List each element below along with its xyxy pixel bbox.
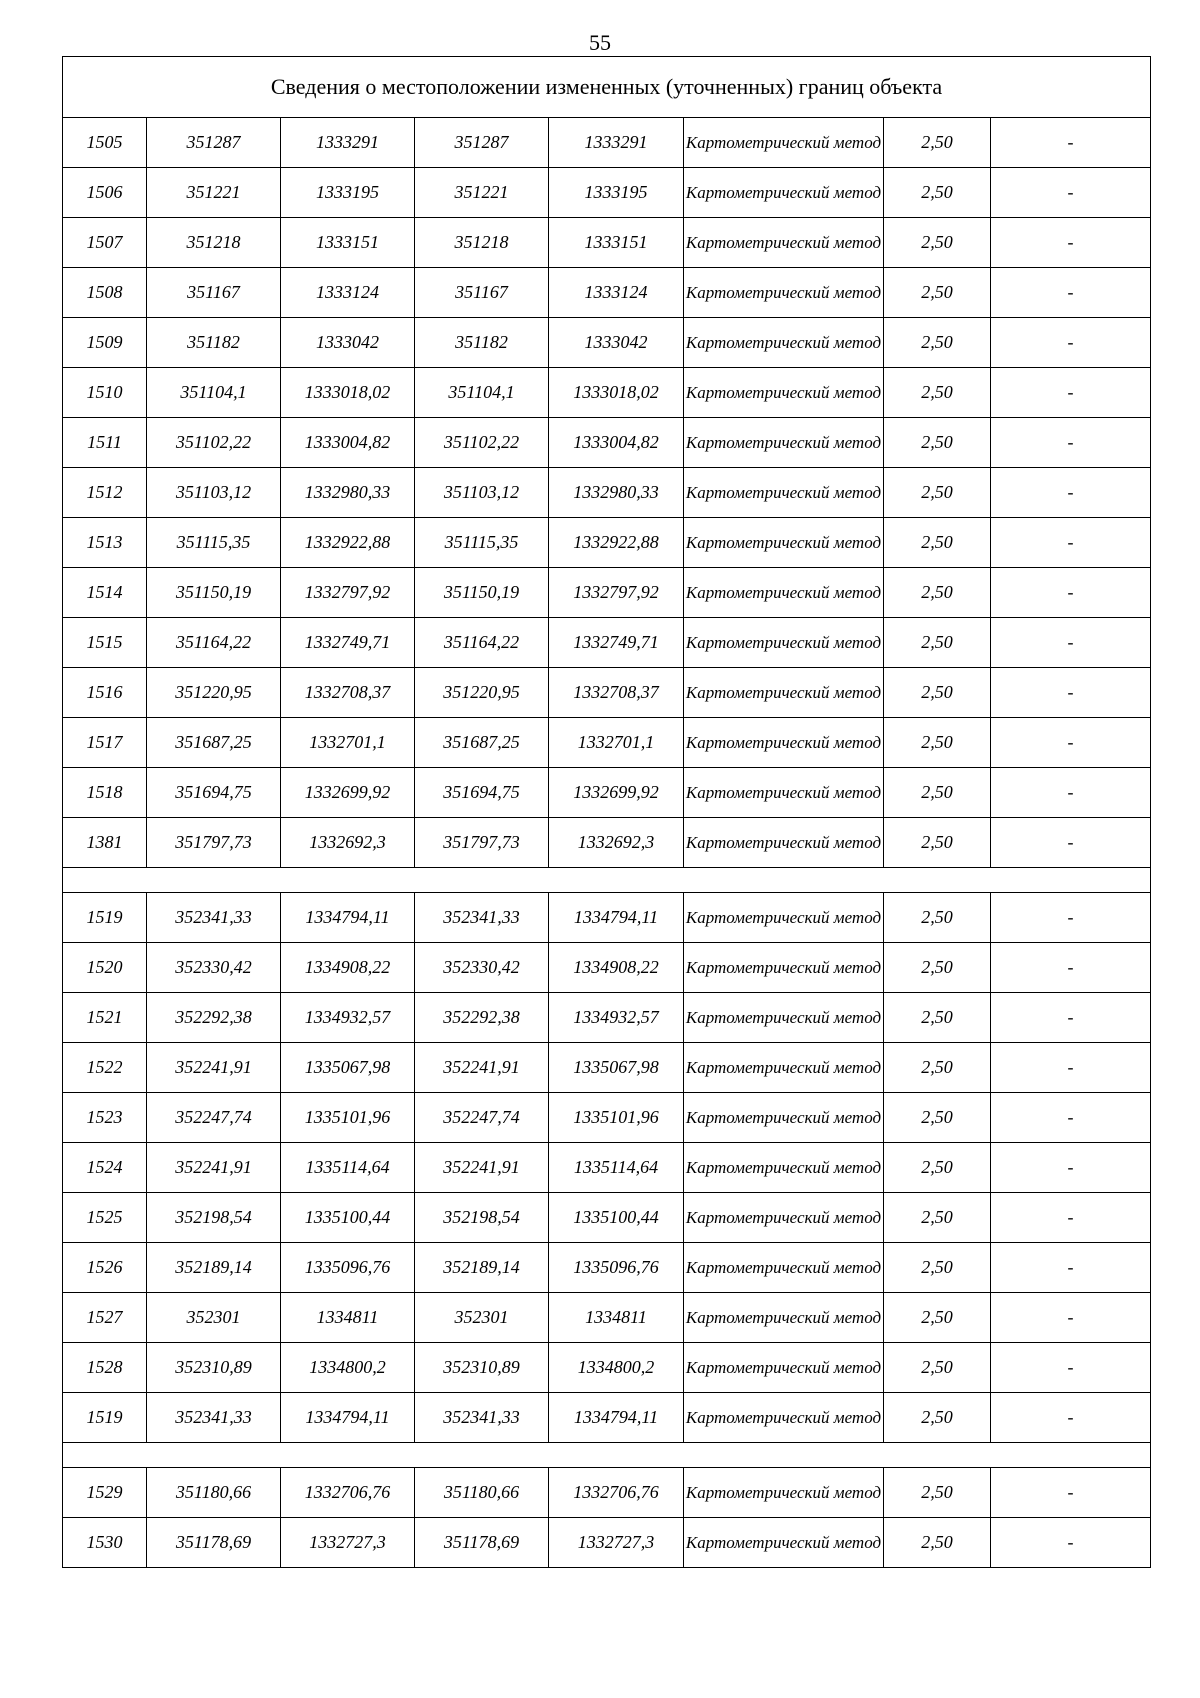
point-number-cell: 1521 bbox=[63, 993, 147, 1043]
table-row bbox=[63, 568, 1151, 618]
accuracy-cell: 2,50 bbox=[884, 268, 991, 318]
accuracy-cell: 2,50 bbox=[884, 893, 991, 943]
x-old-cell: 351150,19 bbox=[147, 568, 281, 618]
y-old-cell: 1334932,57 bbox=[281, 993, 415, 1043]
table-row bbox=[63, 893, 1151, 943]
y-old-cell: 1335101,96 bbox=[281, 1093, 415, 1143]
point-number-cell: 1381 bbox=[63, 818, 147, 868]
y-old-cell: 1335096,76 bbox=[281, 1243, 415, 1293]
note-cell: - bbox=[991, 1193, 1151, 1243]
table-row bbox=[63, 1243, 1151, 1293]
y-old-cell: 1334908,22 bbox=[281, 943, 415, 993]
y-old-cell: 1335114,64 bbox=[281, 1143, 415, 1193]
table-row bbox=[63, 168, 1151, 218]
note-cell: - bbox=[991, 1143, 1151, 1193]
accuracy-cell: 2,50 bbox=[884, 993, 991, 1043]
x-new-cell: 351104,1 bbox=[415, 368, 549, 418]
note-cell: - bbox=[991, 768, 1151, 818]
note-cell: - bbox=[991, 418, 1151, 468]
method-cell: Картометрический метод bbox=[684, 993, 884, 1043]
x-new-cell: 352341,33 bbox=[415, 893, 549, 943]
x-new-cell: 351182 bbox=[415, 318, 549, 368]
table-row bbox=[63, 1343, 1151, 1393]
y-new-cell: 1332749,71 bbox=[549, 618, 684, 668]
point-number-cell: 1524 bbox=[63, 1143, 147, 1193]
y-new-cell: 1333124 bbox=[549, 268, 684, 318]
separator-cell bbox=[63, 868, 1151, 893]
x-old-cell: 352247,74 bbox=[147, 1093, 281, 1143]
x-old-cell: 352241,91 bbox=[147, 1143, 281, 1193]
point-number-cell: 1510 bbox=[63, 368, 147, 418]
method-cell: Картометрический метод bbox=[684, 418, 884, 468]
x-old-cell: 351104,1 bbox=[147, 368, 281, 418]
y-old-cell: 1333004,82 bbox=[281, 418, 415, 468]
y-old-cell: 1332692,3 bbox=[281, 818, 415, 868]
x-new-cell: 351178,69 bbox=[415, 1518, 549, 1568]
y-old-cell: 1335067,98 bbox=[281, 1043, 415, 1093]
point-number-cell: 1519 bbox=[63, 1393, 147, 1443]
accuracy-cell: 2,50 bbox=[884, 1293, 991, 1343]
y-old-cell: 1334794,11 bbox=[281, 893, 415, 943]
y-new-cell: 1335096,76 bbox=[549, 1243, 684, 1293]
point-number-cell: 1519 bbox=[63, 893, 147, 943]
y-new-cell: 1334794,11 bbox=[549, 893, 684, 943]
x-new-cell: 352310,89 bbox=[415, 1343, 549, 1393]
note-cell: - bbox=[991, 1043, 1151, 1093]
accuracy-cell: 2,50 bbox=[884, 1468, 991, 1518]
method-cell: Картометрический метод bbox=[684, 1193, 884, 1243]
y-new-cell: 1332922,88 bbox=[549, 518, 684, 568]
y-new-cell: 1335100,44 bbox=[549, 1193, 684, 1243]
method-cell: Картометрический метод bbox=[684, 518, 884, 568]
point-number-cell: 1527 bbox=[63, 1293, 147, 1343]
y-new-cell: 1332708,37 bbox=[549, 668, 684, 718]
x-old-cell: 352301 bbox=[147, 1293, 281, 1343]
y-new-cell: 1335101,96 bbox=[549, 1093, 684, 1143]
accuracy-cell: 2,50 bbox=[884, 1343, 991, 1393]
y-old-cell: 1333291 bbox=[281, 118, 415, 168]
x-new-cell: 351102,22 bbox=[415, 418, 549, 468]
method-cell: Картометрический метод bbox=[684, 1518, 884, 1568]
y-old-cell: 1332699,92 bbox=[281, 768, 415, 818]
method-cell: Картометрический метод bbox=[684, 318, 884, 368]
table-title: Сведения о местоположении измененных (уточненных) границ объекта bbox=[63, 57, 1151, 118]
x-new-cell: 352292,38 bbox=[415, 993, 549, 1043]
method-cell: Картометрический метод bbox=[684, 118, 884, 168]
x-new-cell: 351164,22 bbox=[415, 618, 549, 668]
accuracy-cell: 2,50 bbox=[884, 1143, 991, 1193]
point-number-cell: 1511 bbox=[63, 418, 147, 468]
y-new-cell: 1334811 bbox=[549, 1293, 684, 1343]
y-new-cell: 1335067,98 bbox=[549, 1043, 684, 1093]
method-cell: Картометрический метод bbox=[684, 1393, 884, 1443]
x-old-cell: 352310,89 bbox=[147, 1343, 281, 1393]
point-number-cell: 1517 bbox=[63, 718, 147, 768]
note-cell: - bbox=[991, 468, 1151, 518]
y-old-cell: 1332701,1 bbox=[281, 718, 415, 768]
accuracy-cell: 2,50 bbox=[884, 668, 991, 718]
table-row bbox=[63, 318, 1151, 368]
note-cell: - bbox=[991, 818, 1151, 868]
x-old-cell: 351287 bbox=[147, 118, 281, 168]
y-new-cell: 1335114,64 bbox=[549, 1143, 684, 1193]
accuracy-cell: 2,50 bbox=[884, 1518, 991, 1568]
note-cell: - bbox=[991, 218, 1151, 268]
x-old-cell: 351797,73 bbox=[147, 818, 281, 868]
note-cell: - bbox=[991, 993, 1151, 1043]
accuracy-cell: 2,50 bbox=[884, 1243, 991, 1293]
table-row bbox=[63, 668, 1151, 718]
point-number-cell: 1512 bbox=[63, 468, 147, 518]
y-new-cell: 1332797,92 bbox=[549, 568, 684, 618]
method-cell: Картометрический метод bbox=[684, 768, 884, 818]
method-cell: Картометрический метод bbox=[684, 893, 884, 943]
x-old-cell: 351694,75 bbox=[147, 768, 281, 818]
y-old-cell: 1332706,76 bbox=[281, 1468, 415, 1518]
table-row bbox=[63, 1293, 1151, 1343]
y-old-cell: 1332922,88 bbox=[281, 518, 415, 568]
table-row bbox=[63, 1043, 1151, 1093]
y-old-cell: 1332980,33 bbox=[281, 468, 415, 518]
x-new-cell: 351687,25 bbox=[415, 718, 549, 768]
x-new-cell: 351797,73 bbox=[415, 818, 549, 868]
method-cell: Картометрический метод bbox=[684, 1243, 884, 1293]
method-cell: Картометрический метод bbox=[684, 818, 884, 868]
x-new-cell: 351115,35 bbox=[415, 518, 549, 568]
table-row bbox=[63, 268, 1151, 318]
method-cell: Картометрический метод bbox=[684, 168, 884, 218]
point-number-cell: 1518 bbox=[63, 768, 147, 818]
table-row bbox=[63, 1093, 1151, 1143]
contour-separator-row bbox=[63, 868, 1151, 893]
accuracy-cell: 2,50 bbox=[884, 818, 991, 868]
method-cell: Картометрический метод bbox=[684, 218, 884, 268]
accuracy-cell: 2,50 bbox=[884, 168, 991, 218]
method-cell: Картометрический метод bbox=[684, 1143, 884, 1193]
note-cell: - bbox=[991, 118, 1151, 168]
table-row bbox=[63, 1393, 1151, 1443]
table-row bbox=[63, 518, 1151, 568]
method-cell: Картометрический метод bbox=[684, 1093, 884, 1143]
x-old-cell: 351182 bbox=[147, 318, 281, 368]
point-number-cell: 1509 bbox=[63, 318, 147, 368]
table-row bbox=[63, 943, 1151, 993]
x-old-cell: 351220,95 bbox=[147, 668, 281, 718]
accuracy-cell: 2,50 bbox=[884, 368, 991, 418]
note-cell: - bbox=[991, 1243, 1151, 1293]
y-new-cell: 1333195 bbox=[549, 168, 684, 218]
x-new-cell: 352189,14 bbox=[415, 1243, 549, 1293]
y-new-cell: 1332699,92 bbox=[549, 768, 684, 818]
x-old-cell: 351687,25 bbox=[147, 718, 281, 768]
point-number-cell: 1520 bbox=[63, 943, 147, 993]
method-cell: Картометрический метод bbox=[684, 1043, 884, 1093]
x-new-cell: 351220,95 bbox=[415, 668, 549, 718]
x-old-cell: 351103,12 bbox=[147, 468, 281, 518]
note-cell: - bbox=[991, 568, 1151, 618]
y-old-cell: 1334794,11 bbox=[281, 1393, 415, 1443]
note-cell: - bbox=[991, 718, 1151, 768]
y-new-cell: 1333042 bbox=[549, 318, 684, 368]
table-row bbox=[63, 618, 1151, 668]
point-number-cell: 1508 bbox=[63, 268, 147, 318]
y-new-cell: 1334794,11 bbox=[549, 1393, 684, 1443]
x-new-cell: 351103,12 bbox=[415, 468, 549, 518]
note-cell: - bbox=[991, 1468, 1151, 1518]
accuracy-cell: 2,50 bbox=[884, 568, 991, 618]
x-new-cell: 351694,75 bbox=[415, 768, 549, 818]
y-old-cell: 1333151 bbox=[281, 218, 415, 268]
table-row bbox=[63, 118, 1151, 168]
table-row bbox=[63, 368, 1151, 418]
point-number-cell: 1513 bbox=[63, 518, 147, 568]
table-row bbox=[63, 418, 1151, 468]
x-old-cell: 351115,35 bbox=[147, 518, 281, 568]
note-cell: - bbox=[991, 943, 1151, 993]
point-number-cell: 1528 bbox=[63, 1343, 147, 1393]
method-cell: Картометрический метод bbox=[684, 618, 884, 668]
point-number-cell: 1515 bbox=[63, 618, 147, 668]
x-old-cell: 352292,38 bbox=[147, 993, 281, 1043]
y-new-cell: 1332701,1 bbox=[549, 718, 684, 768]
point-number-cell: 1525 bbox=[63, 1193, 147, 1243]
method-cell: Картометрический метод bbox=[684, 1468, 884, 1518]
note-cell: - bbox=[991, 1518, 1151, 1568]
x-old-cell: 352341,33 bbox=[147, 1393, 281, 1443]
table-row bbox=[63, 768, 1151, 818]
x-new-cell: 352247,74 bbox=[415, 1093, 549, 1143]
x-new-cell: 351180,66 bbox=[415, 1468, 549, 1518]
x-new-cell: 351150,19 bbox=[415, 568, 549, 618]
note-cell: - bbox=[991, 268, 1151, 318]
point-number-cell: 1507 bbox=[63, 218, 147, 268]
method-cell: Картометрический метод bbox=[684, 668, 884, 718]
x-new-cell: 352241,91 bbox=[415, 1143, 549, 1193]
table-row bbox=[63, 1193, 1151, 1243]
y-new-cell: 1334932,57 bbox=[549, 993, 684, 1043]
accuracy-cell: 2,50 bbox=[884, 618, 991, 668]
y-new-cell: 1334800,2 bbox=[549, 1343, 684, 1393]
x-old-cell: 351102,22 bbox=[147, 418, 281, 468]
y-new-cell: 1332692,3 bbox=[549, 818, 684, 868]
x-new-cell: 352341,33 bbox=[415, 1393, 549, 1443]
x-old-cell: 351221 bbox=[147, 168, 281, 218]
y-old-cell: 1333042 bbox=[281, 318, 415, 368]
accuracy-cell: 2,50 bbox=[884, 318, 991, 368]
point-number-cell: 1529 bbox=[63, 1468, 147, 1518]
method-cell: Картометрический метод bbox=[684, 268, 884, 318]
note-cell: - bbox=[991, 168, 1151, 218]
x-new-cell: 352198,54 bbox=[415, 1193, 549, 1243]
point-number-cell: 1505 bbox=[63, 118, 147, 168]
table-row bbox=[63, 1468, 1151, 1518]
x-old-cell: 351218 bbox=[147, 218, 281, 268]
point-number-cell: 1523 bbox=[63, 1093, 147, 1143]
y-new-cell: 1333291 bbox=[549, 118, 684, 168]
x-old-cell: 352198,54 bbox=[147, 1193, 281, 1243]
y-old-cell: 1335100,44 bbox=[281, 1193, 415, 1243]
note-cell: - bbox=[991, 618, 1151, 668]
x-new-cell: 351218 bbox=[415, 218, 549, 268]
accuracy-cell: 2,50 bbox=[884, 768, 991, 818]
y-old-cell: 1332749,71 bbox=[281, 618, 415, 668]
y-new-cell: 1332706,76 bbox=[549, 1468, 684, 1518]
table-row bbox=[63, 818, 1151, 868]
accuracy-cell: 2,50 bbox=[884, 943, 991, 993]
accuracy-cell: 2,50 bbox=[884, 118, 991, 168]
note-cell: - bbox=[991, 893, 1151, 943]
note-cell: - bbox=[991, 1343, 1151, 1393]
method-cell: Картометрический метод bbox=[684, 568, 884, 618]
x-old-cell: 352241,91 bbox=[147, 1043, 281, 1093]
y-new-cell: 1334908,22 bbox=[549, 943, 684, 993]
y-old-cell: 1334800,2 bbox=[281, 1343, 415, 1393]
note-cell: - bbox=[991, 668, 1151, 718]
x-new-cell: 351221 bbox=[415, 168, 549, 218]
accuracy-cell: 2,50 bbox=[884, 468, 991, 518]
page-number: 55 bbox=[589, 30, 611, 55]
x-old-cell: 351178,69 bbox=[147, 1518, 281, 1568]
accuracy-cell: 2,50 bbox=[884, 518, 991, 568]
x-new-cell: 352330,42 bbox=[415, 943, 549, 993]
note-cell: - bbox=[991, 1393, 1151, 1443]
x-new-cell: 351287 bbox=[415, 118, 549, 168]
table-row bbox=[63, 468, 1151, 518]
method-cell: Картометрический метод bbox=[684, 368, 884, 418]
point-number-cell: 1522 bbox=[63, 1043, 147, 1093]
point-number-cell: 1526 bbox=[63, 1243, 147, 1293]
y-old-cell: 1332727,3 bbox=[281, 1518, 415, 1568]
table-row bbox=[63, 218, 1151, 268]
accuracy-cell: 2,50 bbox=[884, 1043, 991, 1093]
accuracy-cell: 2,50 bbox=[884, 218, 991, 268]
note-cell: - bbox=[991, 1093, 1151, 1143]
table-row bbox=[63, 993, 1151, 1043]
x-old-cell: 351180,66 bbox=[147, 1468, 281, 1518]
y-new-cell: 1333018,02 bbox=[549, 368, 684, 418]
y-old-cell: 1332708,37 bbox=[281, 668, 415, 718]
x-old-cell: 352341,33 bbox=[147, 893, 281, 943]
method-cell: Картометрический метод bbox=[684, 468, 884, 518]
x-new-cell: 351167 bbox=[415, 268, 549, 318]
note-cell: - bbox=[991, 368, 1151, 418]
point-number-cell: 1516 bbox=[63, 668, 147, 718]
point-number-cell: 1514 bbox=[63, 568, 147, 618]
point-number-cell: 1506 bbox=[63, 168, 147, 218]
x-old-cell: 351164,22 bbox=[147, 618, 281, 668]
accuracy-cell: 2,50 bbox=[884, 418, 991, 468]
note-cell: - bbox=[991, 518, 1151, 568]
contour-separator-row bbox=[63, 1443, 1151, 1468]
y-old-cell: 1332797,92 bbox=[281, 568, 415, 618]
y-new-cell: 1333151 bbox=[549, 218, 684, 268]
y-old-cell: 1333195 bbox=[281, 168, 415, 218]
boundary-table bbox=[62, 56, 1151, 1568]
y-old-cell: 1333018,02 bbox=[281, 368, 415, 418]
table-row bbox=[63, 718, 1151, 768]
accuracy-cell: 2,50 bbox=[884, 1193, 991, 1243]
note-cell: - bbox=[991, 318, 1151, 368]
y-new-cell: 1332980,33 bbox=[549, 468, 684, 518]
accuracy-cell: 2,50 bbox=[884, 1093, 991, 1143]
table-row bbox=[63, 1143, 1151, 1193]
y-old-cell: 1334811 bbox=[281, 1293, 415, 1343]
y-new-cell: 1333004,82 bbox=[549, 418, 684, 468]
x-new-cell: 352301 bbox=[415, 1293, 549, 1343]
note-cell: - bbox=[991, 1293, 1151, 1343]
y-new-cell: 1332727,3 bbox=[549, 1518, 684, 1568]
x-old-cell: 351167 bbox=[147, 268, 281, 318]
method-cell: Картометрический метод bbox=[684, 1293, 884, 1343]
x-old-cell: 352189,14 bbox=[147, 1243, 281, 1293]
accuracy-cell: 2,50 bbox=[884, 718, 991, 768]
separator-cell bbox=[63, 1443, 1151, 1468]
method-cell: Картометрический метод bbox=[684, 1343, 884, 1393]
point-number-cell: 1530 bbox=[63, 1518, 147, 1568]
accuracy-cell: 2,50 bbox=[884, 1393, 991, 1443]
method-cell: Картометрический метод bbox=[684, 943, 884, 993]
y-old-cell: 1333124 bbox=[281, 268, 415, 318]
method-cell: Картометрический метод bbox=[684, 718, 884, 768]
x-new-cell: 352241,91 bbox=[415, 1043, 549, 1093]
x-old-cell: 352330,42 bbox=[147, 943, 281, 993]
table-row bbox=[63, 1518, 1151, 1568]
